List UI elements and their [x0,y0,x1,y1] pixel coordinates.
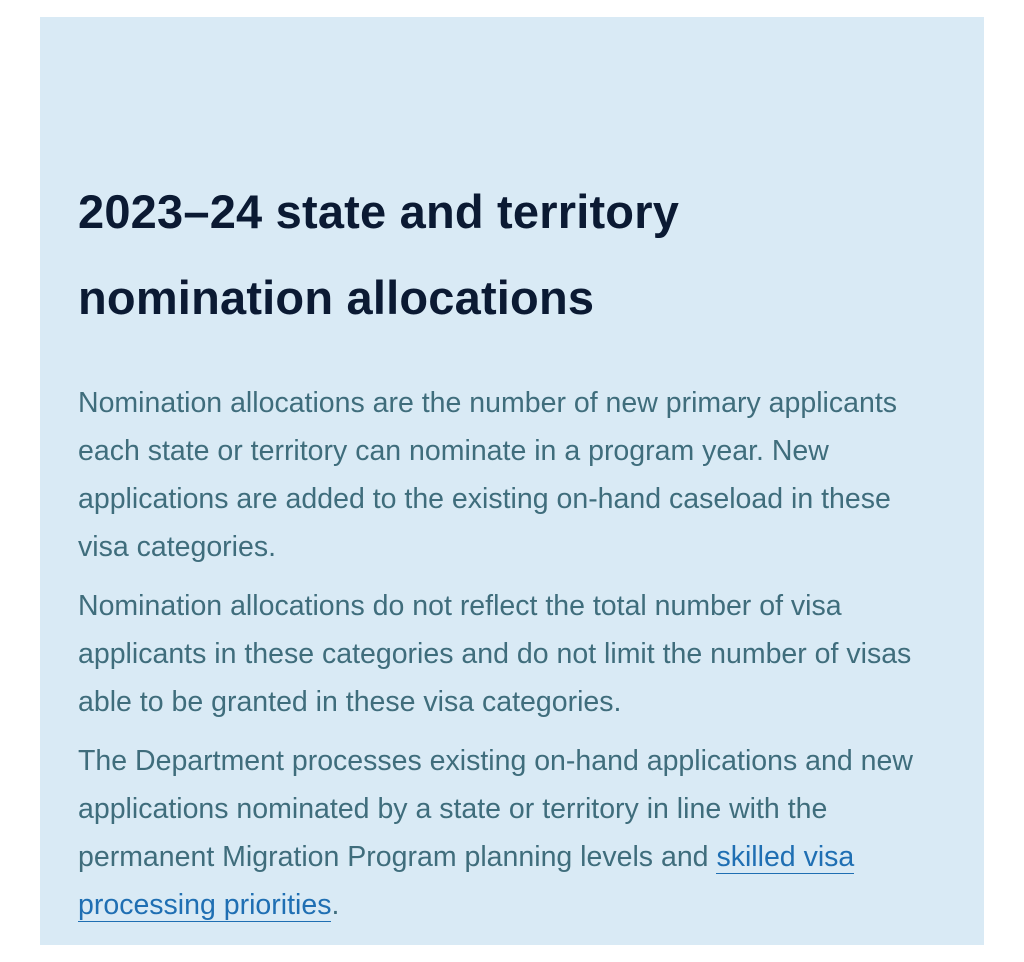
paragraph-processing-period: . [331,889,340,921]
body-content [78,379,944,929]
paragraph-allocations-definition: Nomination allocations are the number of new primary applicants each state or territory can nominate in a program year. New applications are added to the existing on-hand caseload in these visa categories. [78,387,897,563]
page-title [78,169,944,341]
info-panel [40,17,984,945]
skilled-visa-processing-priorities-link[interactable]: skilled visa processing priorities [78,841,855,921]
paragraph-processing [78,737,944,929]
paragraph-processing-text: The Department processes existing on-hand applications and new applications nominated by a state or territory in line with the permanent Migration Program planning levels and [78,745,913,873]
paragraph-allocations-limits: Nomination allocations do not reflect the total number of visa applicants in these categories and do not limit the number of visas able to be granted in these visa categories. [78,590,912,718]
page-title-line-1: 2023–24 state and territory [78,185,680,238]
page-title-line-2: nomination allocations [78,271,595,324]
